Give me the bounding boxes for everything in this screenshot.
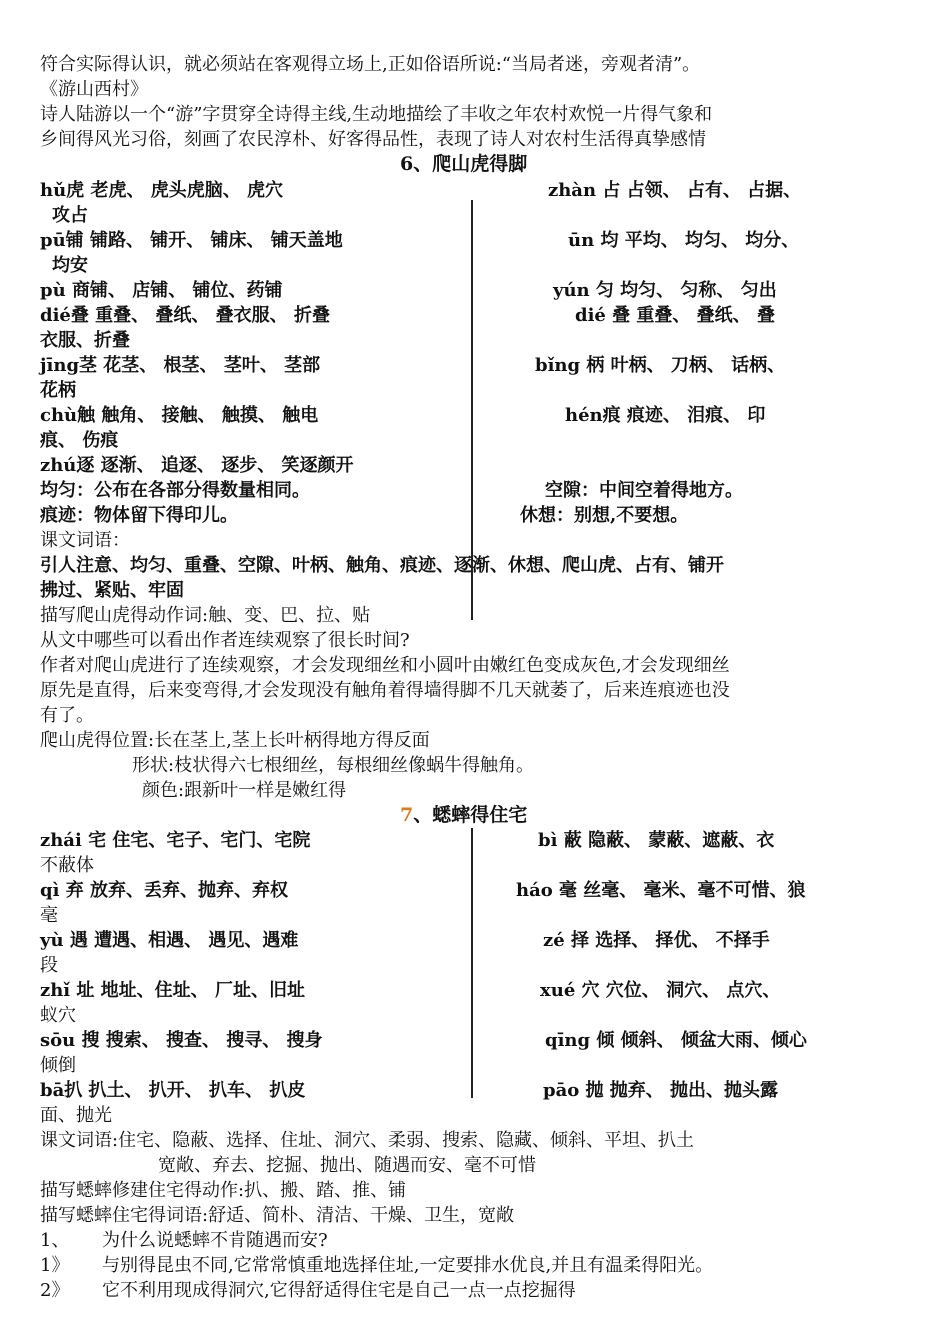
section-title: 、蟋蟀得住宅 <box>413 804 528 826</box>
vocab-continuation: 毫 <box>40 905 58 926</box>
definition: 空隙：中间空着得地方。 <box>545 480 743 501</box>
vocab-right: bǐng 柄 叶柄、 刀柄、 话柄、 <box>535 355 786 376</box>
vocab-continuation: 段 <box>40 955 58 976</box>
vocab-left: zhú逐 逐渐、 追逐、 逐步、 笑逐颜开 <box>40 455 354 476</box>
section-number: 6 <box>400 153 414 175</box>
vocab-left: dié叠 重叠、 叠纸、 叠衣服、 折叠 <box>40 305 330 326</box>
description-words: 描写蟋蟀住宅得词语:舒适、简朴、清洁、干燥、卫生，宽敞 <box>40 1205 515 1226</box>
vocab-continuation: 蚁穴 <box>40 1005 76 1026</box>
intro-line: 诗人陆游以一个“游”字贯穿全诗得主线,生动地描绘了丰收之年农村欢悦一片得气象和 <box>40 104 713 125</box>
answer-line: 原先是直得，后来变弯得,才会发现没有触角着得墙得脚不几天就萎了，后来连痕迹也没 <box>40 680 730 701</box>
action-words: 描写爬山虎得动作词:触、变、巴、拉、贴 <box>40 605 371 626</box>
vocab-right: pāo 抛 抛弃、 抛出、抛头露 <box>543 1080 779 1101</box>
vocab-right: xué 穴 穴位、 洞穴、 点穴、 <box>540 980 781 1001</box>
vocab-left: pū铺 铺路、 铺开、 铺床、 铺天盖地 <box>40 230 343 251</box>
column-divider <box>471 828 473 1098</box>
vocab-left: zhái 宅 住宅、宅子、宅门、宅院 <box>40 830 311 851</box>
vocab-continuation: 痕、 伤痕 <box>40 430 119 451</box>
vocab-left: hǔ虎 老虎、 虎头虎脑、 虎穴 <box>40 180 283 201</box>
vocab-right: bì 蔽 隐蔽、 蒙蔽、遮蔽、衣 <box>538 830 775 851</box>
vocab-continuation: 不蔽体 <box>40 855 94 876</box>
question: 从文中哪些可以看出作者连续观察了很长时间? <box>40 630 410 651</box>
answer-line: 作者对爬山虎进行了连续观察，才会发现细丝和小圆叶由嫩红色变成灰色,才会发现细丝 <box>40 655 730 676</box>
vocab-right: hén痕 痕迹、 泪痕、 印 <box>565 405 766 426</box>
words-label: 课文词语： <box>40 530 130 551</box>
section-number: 7 <box>400 804 414 826</box>
position-note: 爬山虎得位置:长在茎上,茎上长叶柄得地方得反面 <box>40 730 430 751</box>
poem-title: 《游山西村》 <box>40 79 148 100</box>
answer-number: 2》 <box>40 1280 70 1301</box>
lesson-words: 引人注意、均匀、重叠、空隙、叶柄、触角、痕迹、逐渐、休想、爬山虎、占有、铺开 <box>40 555 724 576</box>
vocab-left: yù 遇 遭遇、相遇、 遇见、遇难 <box>40 930 299 951</box>
section-title: 、爬山虎得脚 <box>413 153 528 175</box>
definition: 均匀：公布在各部分得数量相同。 <box>40 480 310 501</box>
question-number: 1、 <box>40 1230 70 1251</box>
lesson-words: 宽敞、弃去、挖掘、抛出、随遇而安、毫不可惜 <box>158 1155 536 1176</box>
vocab-continuation: 均安 <box>52 255 88 276</box>
vocab-right: zé 择 选择、 择优、 不择手 <box>543 930 770 951</box>
intro-line: 乡间得风光习俗，刻画了农民淳朴、好客得品性，表现了诗人对农村生活得真挚感情 <box>40 129 706 150</box>
vocab-right: zhàn 占 占领、 占有、 占据、 <box>548 180 802 201</box>
vocab-right: dié 叠 重叠、 叠纸、 叠 <box>575 305 775 326</box>
intro-line: 符合实际得认识，就必须站在客观得立场上,正如俗语所说:“当局者迷，旁观者清”。 <box>40 54 701 75</box>
vocab-right: yún 匀 均匀、 匀称、 匀出 <box>553 280 777 301</box>
answer-line: 与别得昆虫不同,它常常慎重地选择住址,一定要排水优良,并且有温柔得阳光。 <box>102 1255 714 1276</box>
vocab-left: pù 商铺、 店铺、 铺位、药铺 <box>40 280 283 301</box>
shape-note: 形状:枝状得六七根细丝，每根细丝像蜗牛得触角。 <box>132 755 535 776</box>
answer-line: 它不利用现成得洞穴,它得舒适得住宅是自己一点一点挖掘得 <box>102 1280 576 1301</box>
definition: 休想：别想,不要想。 <box>520 505 689 526</box>
question: 为什么说蟋蟀不肯随遇而安? <box>102 1230 328 1251</box>
vocab-right: ūn 均 平均、 均匀、 均分、 <box>568 230 800 251</box>
action-words: 描写蟋蟀修建住宅得动作:扒、搬、踏、推、铺 <box>40 1180 407 1201</box>
lesson-words: 拂过、紧贴、牢固 <box>40 580 184 601</box>
vocab-continuation: 花柄 <box>40 380 76 401</box>
definition: 痕迹：物体留下得印儿。 <box>40 505 238 526</box>
vocab-continuation: 面、抛光 <box>40 1105 112 1126</box>
vocab-continuation: 衣服、折叠 <box>40 330 130 351</box>
vocab-right: háo 毫 丝毫、 毫米、毫不可惜、狼 <box>516 880 806 901</box>
vocab-left: jīng茎 花茎、 根茎、 茎叶、 茎部 <box>40 355 321 376</box>
color-note: 颜色:跟新叶一样是嫩红得 <box>142 780 347 801</box>
section-6-heading <box>400 152 527 177</box>
vocab-left: chù触 触角、 接触、 触摸、 触电 <box>40 405 319 426</box>
vocab-left: zhǐ 址 地址、住址、 厂址、旧址 <box>40 980 305 1001</box>
vocab-continuation: 攻占 <box>52 205 88 226</box>
answer-line: 有了。 <box>40 705 94 726</box>
vocab-right: qīng 倾 倾斜、 倾盆大雨、倾心 <box>545 1030 807 1051</box>
vocab-left: bā扒 扒土、 扒开、 扒车、 扒皮 <box>40 1080 306 1101</box>
lesson-words: 课文词语:住宅、隐蔽、选择、住址、洞穴、柔弱、搜索、隐藏、倾斜、平坦、扒土 <box>40 1130 695 1151</box>
vocab-left: qì 弃 放弃、丢弃、抛弃、弃权 <box>40 880 288 901</box>
answer-number: 1》 <box>40 1255 70 1276</box>
vocab-continuation: 倾倒 <box>40 1055 76 1076</box>
section-7-heading <box>400 803 527 828</box>
vocab-left: sōu 搜 搜索、 搜查、 搜寻、 搜身 <box>40 1030 323 1051</box>
